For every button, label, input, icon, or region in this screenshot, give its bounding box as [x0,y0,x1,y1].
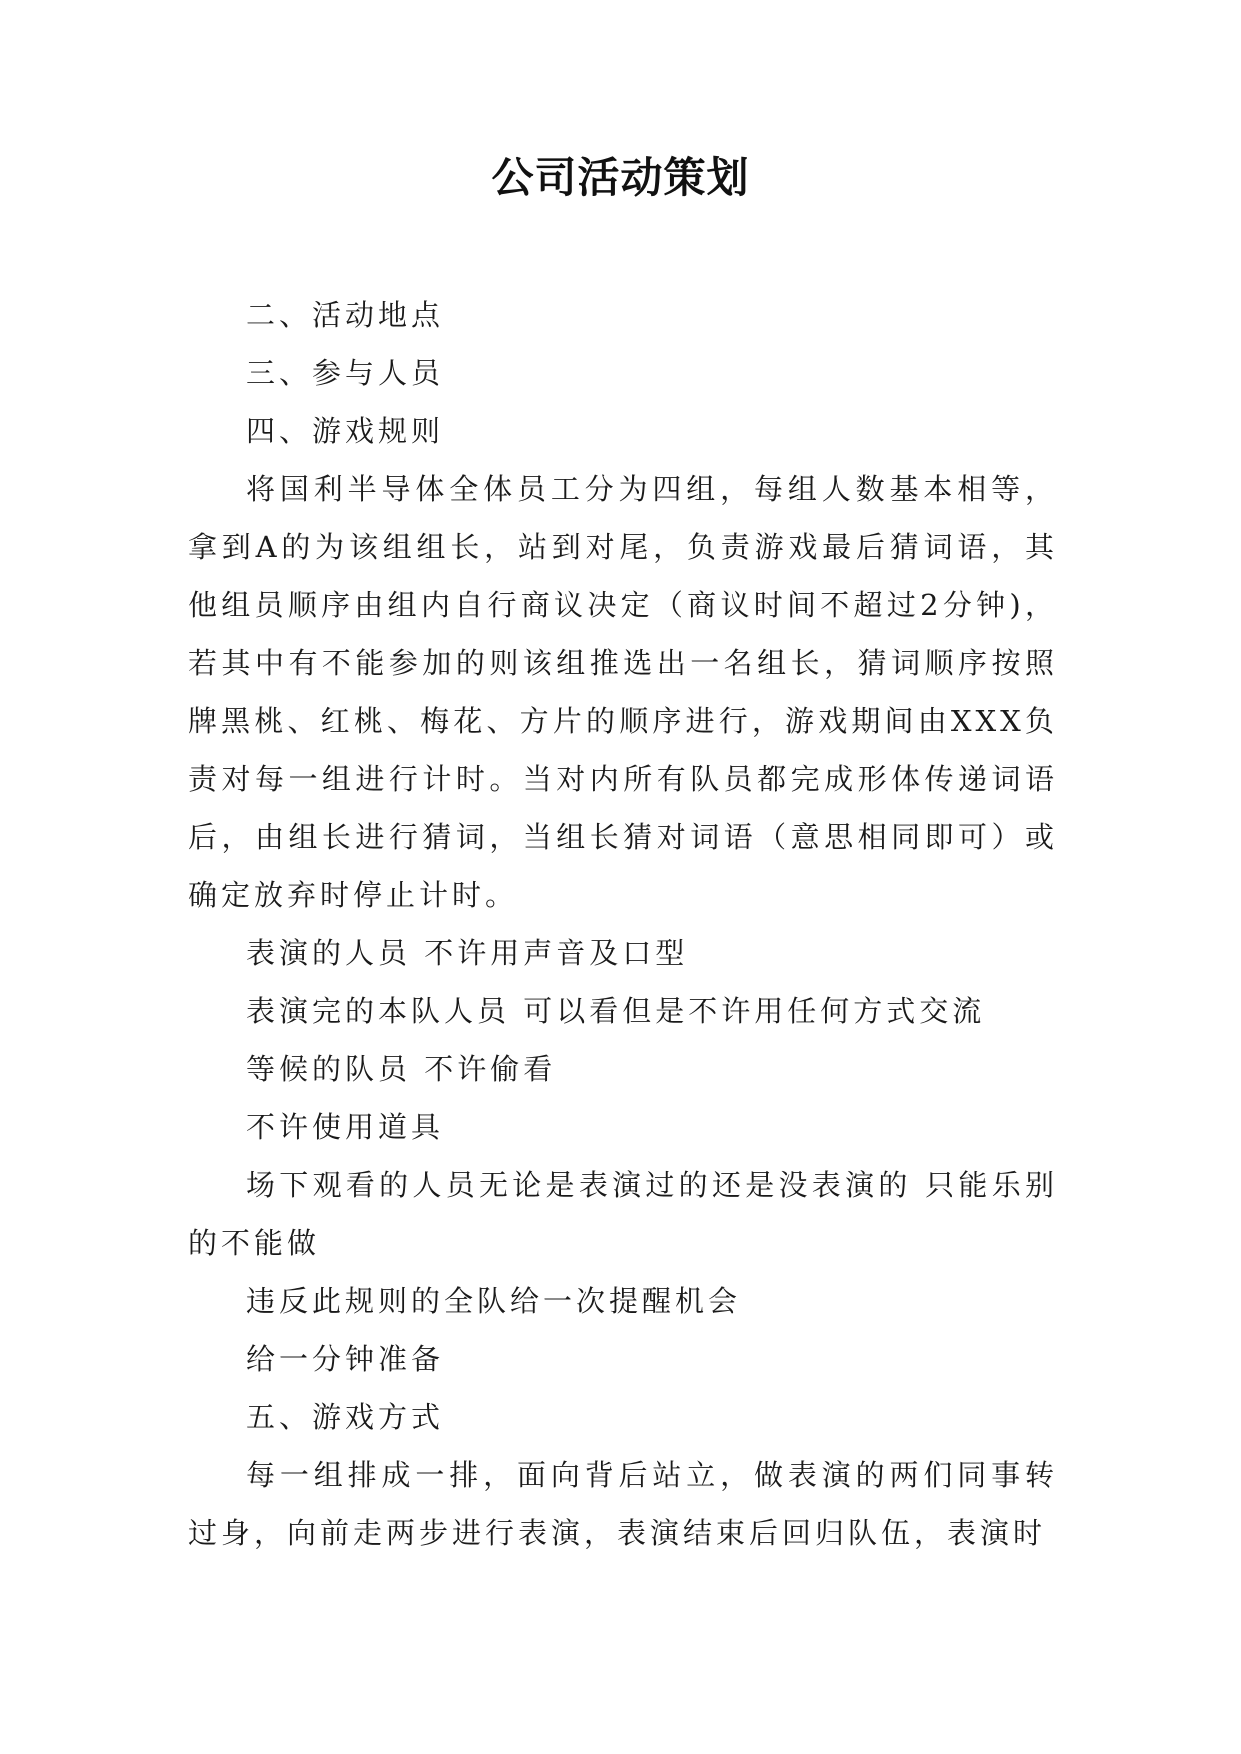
section-heading-rules: 四、游戏规则 [246,414,445,448]
rule-violation: 违反此规则的全队给一次提醒机会 [246,1284,742,1318]
document-body [188,286,1058,1562]
rule-audience: 场下观看的人员无论是表演过的还是没表演的 只能乐别的不能做 [188,1168,1058,1260]
section-heading-participants: 三、参与人员 [246,356,445,390]
rule-performers: 表演的人员 不许用声音及口型 [246,936,689,970]
rule-no-props: 不许使用道具 [246,1110,445,1144]
section-heading-method: 五、游戏方式 [246,1400,445,1434]
document-title: 公司活动策划 [491,153,750,202]
method-paragraph: 每一组排成一排，面向背后站立，做表演的两们同事转过身，向前走两步进行表演，表演结束后回归队伍，表演时 [188,1458,1058,1550]
rule-preparation: 给一分钟准备 [246,1342,445,1376]
rule-finished-members: 表演完的本队人员 可以看但是不许用任何方式交流 [246,994,986,1028]
rule-waiting-members: 等候的队员 不许偷看 [246,1052,557,1086]
section-heading-location: 二、活动地点 [246,298,445,332]
rules-paragraph: 将国利半导体全体员工分为四组，每组人数基本相等，拿到A的为该组组长，站到对尾，负责游戏最后猜词语，其他组员顺序由组内自行商议决定（商议时间不超过2分钟)，若其中有不能参加的则该组推选出一名组长，猜词顺序按照牌黑桃、红桃、梅花、方片的顺序进行，游戏期间由XXX负责对每一组进行计时。当对内所有队员都完成形体传递词语后，由组长进行猜词，当组长猜对词语（意思相同即可）或确定放弃时停止计时。 [188,472,1058,912]
